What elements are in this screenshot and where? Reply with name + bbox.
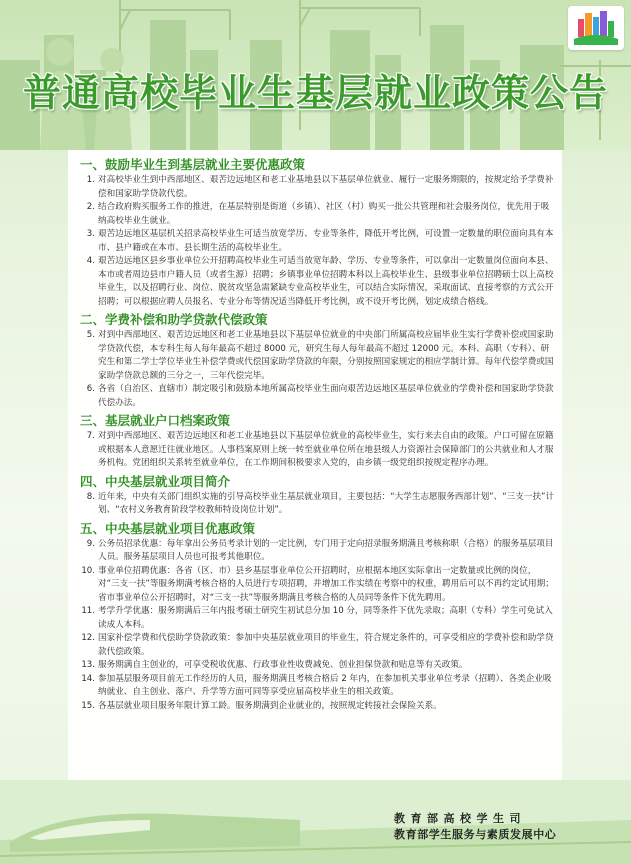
- section-heading: 二、学费补偿和助学贷款代偿政策: [80, 312, 268, 327]
- item-text: 艰苦边远地区县乡事业单位公开招聘高校毕业生可适当放宽年龄、学历、专业等条件，可以拿出一定数量岗位面向本县、本市或者周边县市户籍人员（或者生源）招聘；乡镇事业单位招聘本科以上高校毕业生、县级事业单位招聘硕士以上高校毕业生，以及招聘行业、岗位、脱贫攻坚急需紧缺专业高校毕业生，可以结合实际情况，采取面试、直接考察的方式公开招聘；可以根据应聘人员报名、专业分布等情况适当降低开考比例，或不设开考比例，划定成绩合格线。: [98, 256, 554, 307]
- item-text: 艰苦边远地区基层机关招录高校毕业生可适当放宽学历、专业等条件，降低开考比例，可设置一定数量的职位面向具有本市、县户籍或在本市、县长期生活的高校毕业生。: [98, 229, 554, 253]
- section-household-registration: [80, 412, 555, 471]
- list-item: [80, 329, 555, 383]
- signature-center: 教育部学生服务与素质发展中心: [394, 828, 557, 841]
- item-number: 4.: [86, 256, 95, 266]
- item-number: 14.: [81, 673, 95, 684]
- list-item: [80, 632, 555, 659]
- item-number: 15.: [81, 700, 95, 711]
- list-item: [80, 538, 555, 565]
- page-title: 普通高校毕业生基层就业政策公告: [22, 71, 608, 115]
- item-text: 近年来，中央有关部门组织实施的引导高校毕业生基层就业项目，主要包括：“大学生志愿服务西部计划”、“三支一扶”计划、“农村义务教育阶段学校教师特设岗位计划”。: [98, 491, 555, 515]
- section-heading: 三、基层就业户口档案政策: [80, 413, 231, 428]
- item-text: 对到中西部地区、艰苦边远地区和老工业基地县以下基层单位就业的高校毕业生，实行来去自由的政策。户口可留在原籍或根据本人意愿迁往就业地区。人事档案原则上统一转至就业单位所在地县级人力资源社会保障部门的公共就业和人才服务机构。党团组织关系转至就业单位，在工作期间积极要求入党的，由乡镇一级党组织按规定程序办理。: [98, 431, 554, 468]
- city-logo-icon: [572, 9, 620, 47]
- item-text: 各基层就业项目服务年限计算工龄。服务期满到企业就业的，按照规定转接社会保险关系。: [98, 700, 442, 711]
- section-tuition-compensation: [80, 311, 555, 410]
- list-item: [80, 673, 555, 700]
- item-number: 13.: [81, 660, 95, 670]
- list-item: [80, 228, 555, 255]
- list-item: [80, 255, 555, 309]
- item-text: 国家补偿学费和代偿助学贷款政策：参加中央基层就业项目的毕业生，符合规定条件的，可享受相应的学费补偿和助学贷款代偿政策。: [98, 633, 554, 657]
- item-text: 参加基层服务项目前无工作经历的人员，服务期满且考核合格后 2 年内，在参加机关事业单位考录（招聘）、各类企业吸纳就业、自主创业、落户、升学等方面可同等享受应届高校毕业生的相关政策。: [98, 673, 552, 697]
- item-number: 3.: [86, 229, 95, 239]
- item-number: 12.: [81, 633, 95, 643]
- item-number: 7.: [86, 431, 95, 441]
- section-project-intro: [80, 473, 555, 518]
- list-item: [80, 491, 555, 518]
- item-text: 考学升学优惠：服务期满后三年内报考硕士研究生初试总分加 10 分，同等条件下优先录取；高职（专科）学生可免试入读成人本科。: [98, 606, 553, 630]
- list-item: [80, 174, 555, 201]
- section-heading: 一、鼓励毕业生到基层就业主要优惠政策: [80, 157, 306, 172]
- item-text: 公务员招录优惠：每年拿出公务员考录计划的一定比例，专门用于定向招录服务期满且考核称职（合格）的服务基层项目人员。服务基层项目人员也可报考其他职位。: [98, 538, 554, 562]
- item-number: 5.: [86, 330, 95, 340]
- list-item: [80, 700, 555, 714]
- item-text: 结合政府购买服务工作的推进，在基层特别是街道（乡镇）、社区（村）购买一批公共管理和社会服务岗位，优先用于吸纳高校毕业生就业。: [98, 202, 550, 226]
- item-text: 服务期满自主创业的，可享受税收优惠、行政事业性收费减免、创业担保贷款和贴息等有关政策。: [98, 660, 468, 670]
- logo: [568, 6, 624, 50]
- item-number: 6.: [86, 384, 95, 394]
- item-text: 对到中西部地区、艰苦边远地区和老工业基地县以下基层单位就业的中央部门所属高校应届毕业生实行学费补偿或国家助学贷款代偿，本专科生每人每年最高不超过 8000 元，研究生每人每年最高不超过 12000 元。本科、高职（专科）、研究生和第二学士学位毕业生补偿学费或代偿国家助学贷款的年限，分别按照国家规定的相应学制计算。每年代偿学费或国家助学贷款总额的三分之一，三年代偿完毕。: [98, 330, 554, 381]
- item-number: 1.: [86, 175, 95, 185]
- section-project-benefits: [80, 520, 555, 714]
- item-number: 10.: [81, 565, 95, 576]
- section-preferential-policies: [80, 156, 555, 309]
- signature-department: 教育部高校学生司: [394, 812, 526, 825]
- list-item: [80, 659, 555, 673]
- item-number: 11.: [81, 606, 95, 616]
- item-number: 2.: [86, 202, 95, 212]
- section-heading: 五、中央基层就业项目优惠政策: [80, 520, 256, 536]
- list-item: [80, 430, 555, 471]
- item-text: 事业单位招聘优惠：各省（区、市）县乡基层事业单位公开招聘时，应根据本地区实际拿出一定数量或比例的岗位，对“三支一扶”等服务期满考核合格的人员进行专项招聘，并增加工作实绩在考察中的权重，聘用后可以不再约定试用期；省市事业单位公开招聘时，对“三支一扶”等服务期满且考核合格的人员同等条件下优先聘用。: [98, 565, 554, 603]
- item-text: 各省（自治区、直辖市）制定吸引和鼓励本地所属高校毕业生面向艰苦边远地区基层单位就业的学费补偿和国家助学贷款代偿办法。: [98, 384, 554, 408]
- list-item: [80, 201, 555, 228]
- list-item: [80, 383, 555, 410]
- item-number: 9.: [86, 538, 95, 549]
- item-number: 8.: [86, 491, 95, 502]
- list-item: [80, 605, 555, 632]
- item-text: 对高校毕业生到中西部地区、艰苦边远地区和老工业基地县以下基层单位就业、履行一定服务期限的，按规定给予学费补偿和国家助学贷款代偿。: [98, 175, 554, 199]
- policy-content: [80, 154, 555, 713]
- section-heading: 四、中央基层就业项目简介: [80, 473, 231, 489]
- list-item: [80, 565, 555, 606]
